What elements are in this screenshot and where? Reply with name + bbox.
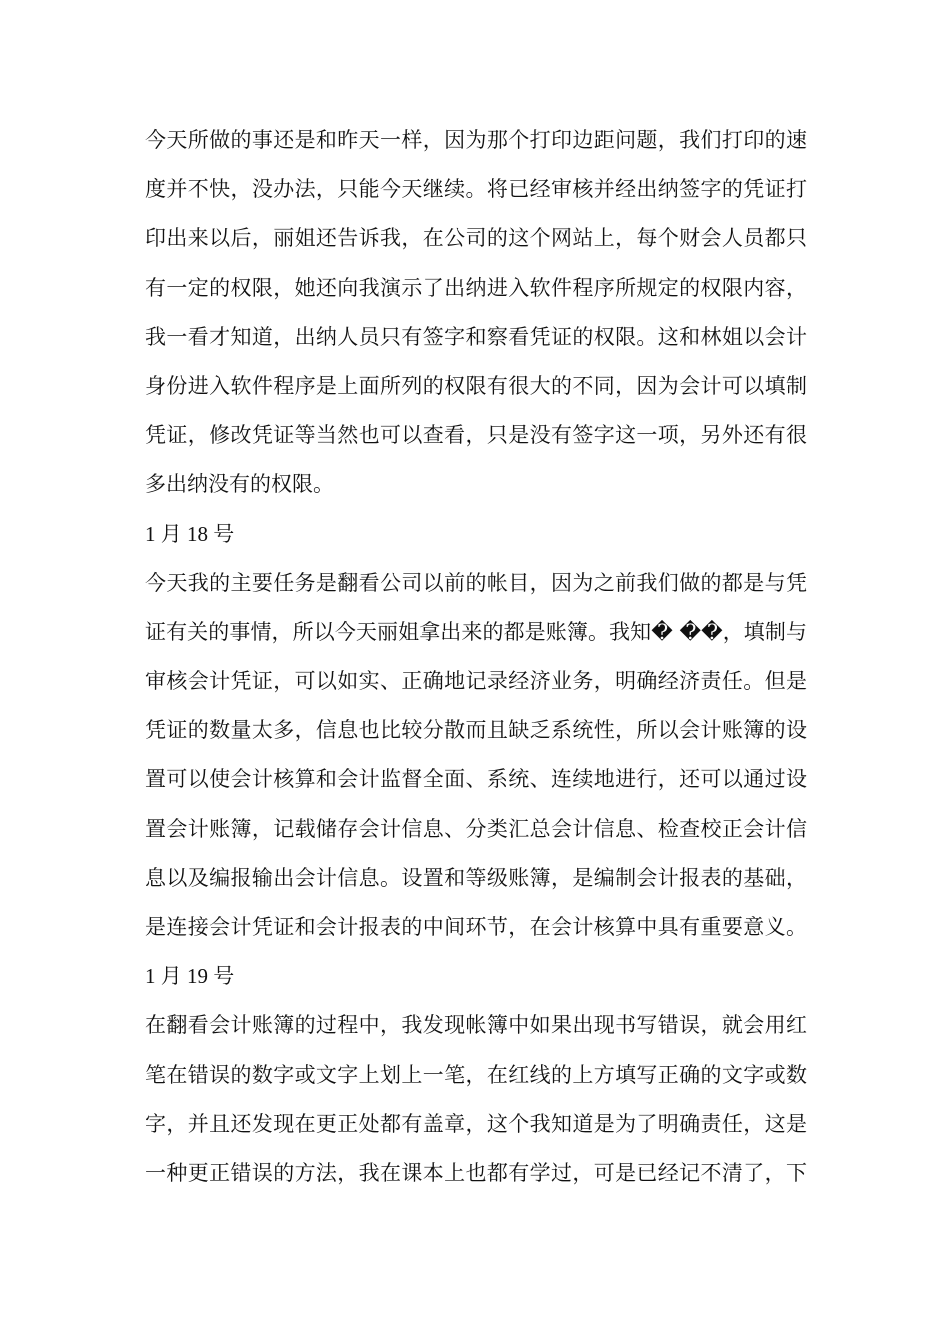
text-line: 笔在错误的数字或文字上划上一笔，在红线的上方填写正确的文字或数 bbox=[145, 1062, 807, 1087]
text-line: 字，并且还发现在更正处都有盖章，这个我知道是为了明确责任，这是 bbox=[145, 1111, 807, 1136]
text-line: 置会计账簿，记载储存会计信息、分类汇总会计信息、检查校正会计信 bbox=[145, 816, 807, 841]
text-line: 有一定的权限，她还向我演示了出纳进入软件程序所规定的权限内容， bbox=[145, 275, 807, 300]
text-line: 身份进入软件程序是上面所列的权限有很大的不同，因为会计可以填制 bbox=[145, 373, 807, 398]
text-line: 审核会计凭证，可以如实、正确地记录经济业务，明确经济责任。但是 bbox=[145, 669, 807, 694]
text-line: 置可以使会计核算和会计监督全面、系统、连续地进行，还可以通过设 bbox=[145, 767, 807, 792]
text-line: 我一看才知道，出纳人员只有签字和察看凭证的权限。这和林姐以会计 bbox=[145, 324, 807, 349]
text-line: 今天我的主要任务是翻看公司以前的帐目，因为之前我们做的都是与凭 bbox=[145, 570, 807, 595]
text-line: 凭证，修改凭证等当然也可以查看，只是没有签字这一项，另外还有很 bbox=[145, 423, 807, 448]
date-heading: 1 月 18 号 bbox=[145, 521, 235, 546]
text-line: 印出来以后，丽姐还告诉我，在公司的这个网站上，每个财会人员都只 bbox=[145, 226, 807, 251]
date-heading: 1 月 19 号 bbox=[145, 964, 235, 989]
text-line: 一种更正错误的方法，我在课本上也都有学过，可是已经记不清了，下 bbox=[145, 1160, 807, 1185]
text-line: 凭证的数量太多，信息也比较分散而且缺乏系统性，所以会计账簿的设 bbox=[145, 718, 807, 743]
text-line: 证有关的事情，所以今天丽姐拿出来的都是账簿。我知� ��，填制与 bbox=[145, 619, 807, 644]
document-body bbox=[145, 116, 807, 1198]
text-line: 息以及编报输出会计信息。设置和等级账簿，是编制会计报表的基础， bbox=[145, 865, 807, 890]
text-line: 今天所做的事还是和昨天一样，因为那个打印边距问题，我们打印的速 bbox=[145, 128, 807, 152]
text-line: 是连接会计凭证和会计报表的中间环节，在会计核算中具有重要意义。 bbox=[145, 915, 807, 939]
text-line: 度并不快，没办法，只能今天继续。将已经审核并经出纳签字的凭证打 bbox=[145, 177, 807, 202]
text-line: 在翻看会计账簿的过程中，我发现帐簿中如果出现书写错误，就会用红 bbox=[145, 1013, 807, 1038]
text-line: 多出纳没有的权限。 bbox=[145, 472, 334, 497]
